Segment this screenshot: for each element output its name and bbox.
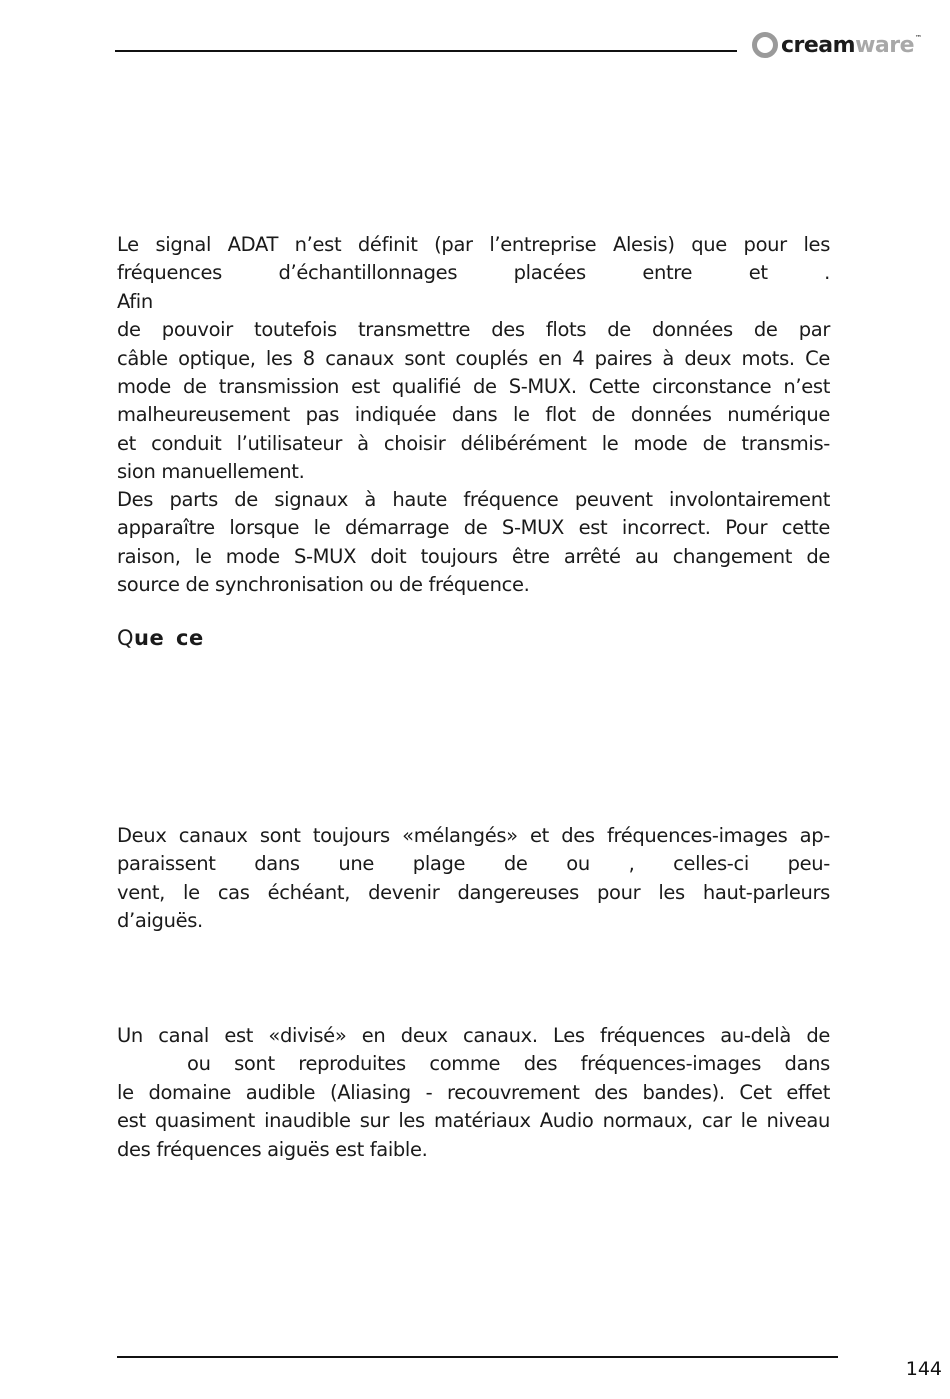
heading-rest: ue ce: [134, 626, 204, 650]
text-line: Le signal ADAT n’est définit (par l’entreprise Alesis) que pour les: [117, 233, 830, 256]
logo-text-cream: cream: [781, 32, 856, 58]
text-line: apparaître lorsque le démarrage de S-MUX est incorrect. Pour cette: [117, 516, 830, 540]
text-line: raison, le mode S-MUX doit toujours être arrêté au changement de: [117, 544, 830, 568]
text-line: des fréquences aiguës est faible.: [117, 1137, 428, 1161]
text-line: de pouvoir toutefois transmettre des flots de données de par: [117, 318, 830, 342]
section-heading: [117, 626, 204, 650]
text-line: vent, le cas échéant, devenir dangereuses pour les haut-parleurs: [117, 880, 830, 904]
page-number: 144: [905, 1358, 942, 1380]
text-line: source de synchronisation ou de fréquence.: [117, 573, 530, 597]
footer-rule: [117, 1356, 838, 1358]
header-rule: [115, 50, 737, 52]
paragraph-channel-split: [117, 1022, 830, 1164]
text-line: ou sont reproduites comme des fréquences-images dans: [187, 1052, 830, 1076]
heading-initial: Q: [117, 626, 135, 650]
logo-trademark: ™: [915, 34, 922, 42]
text-line: câble optique, les 8 canaux sont couplés en 4 paires à deux mots. Ce: [117, 346, 830, 370]
logo-text-ware: ware: [855, 32, 915, 58]
text-line: malheureusement pas indiquée dans le flot de données numérique: [117, 403, 830, 427]
paragraph-adat-smux: [117, 231, 830, 487]
creamware-logo: [752, 28, 922, 62]
paragraph-smux-warning: [117, 486, 830, 600]
text-line: Un canal est «divisé» en deux canaux. Les fréquences au-delà de: [117, 1024, 830, 1047]
text-line: d’aiguës.: [117, 909, 203, 933]
text-line: Deux canaux sont toujours «mélangés» et des fréquences-images ap-: [117, 824, 830, 847]
text-line: fréquences d’échantillonnages placées entre et . Afin: [117, 261, 830, 313]
text-line: est quasiment inaudible sur les matériaux Audio normaux, car le niveau: [117, 1109, 830, 1133]
text-line: le domaine audible (Aliasing - recouvrement des bandes). Cet effet: [117, 1080, 830, 1104]
text-line: et conduit l’utilisateur à choisir délibérément le mode de transmis-: [117, 431, 830, 455]
text-line: mode de transmission est qualifié de S-MUX. Cette circonstance n’est: [117, 375, 830, 399]
text-line: paraissent dans une plage de ou , celles-ci peu-: [117, 852, 830, 876]
text-line: Des parts de signaux à haute fréquence peuvent involontairement: [117, 488, 830, 511]
paragraph-two-channels-mixed: [117, 822, 830, 936]
text-line: sion manuellement.: [117, 460, 305, 484]
logo-ring-icon: [752, 32, 778, 58]
